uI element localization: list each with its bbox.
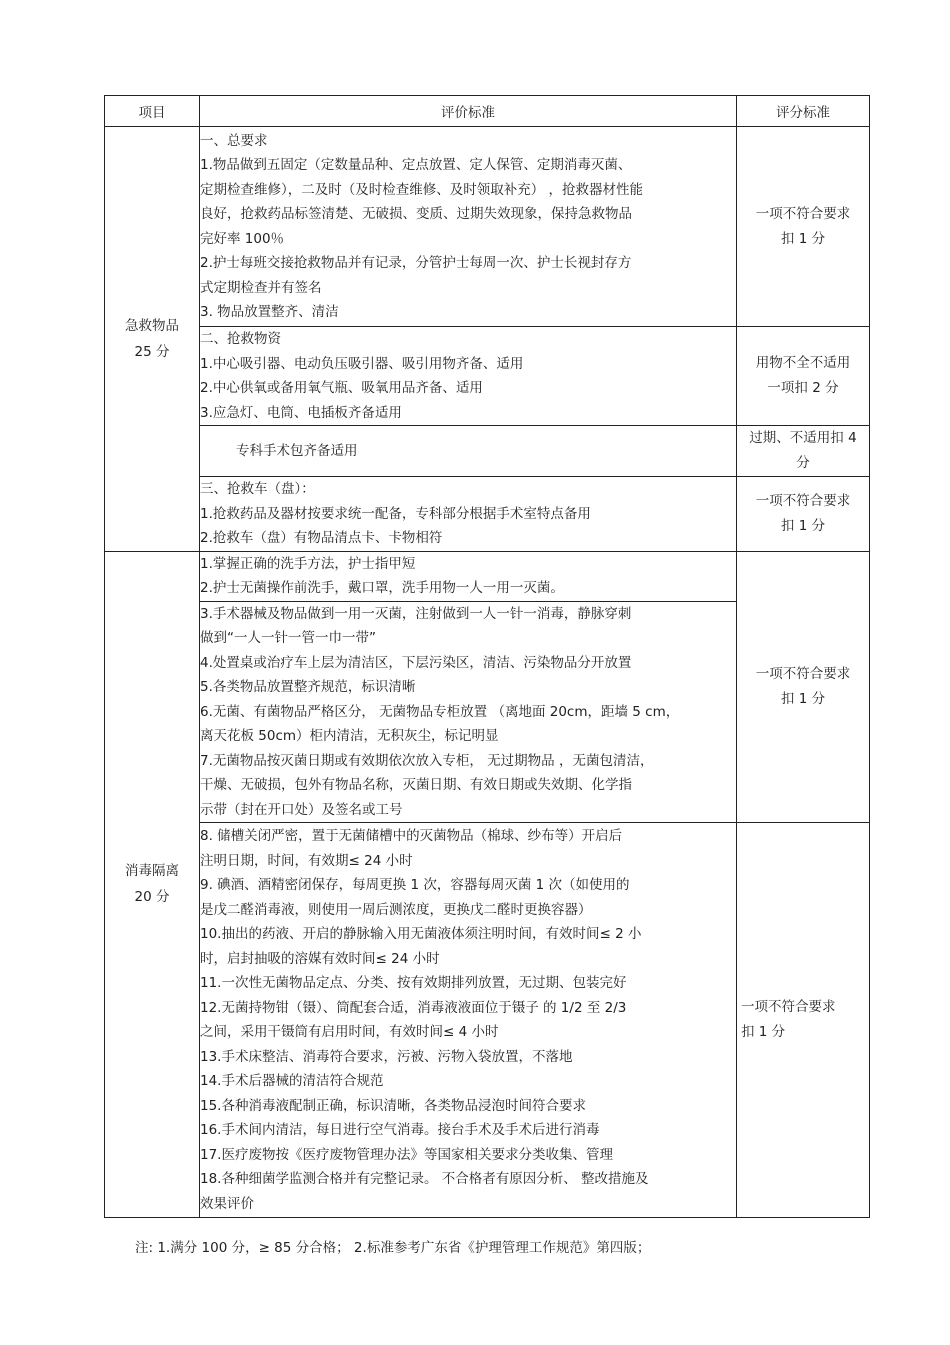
criteria-line: 干燥、无破损，包外有物品名称，灭菌日期、有效日期或失效期、化学指 <box>200 777 632 793</box>
score-line: 扣 1 分 <box>780 230 826 247</box>
criteria-line: 二、抢救物资 <box>200 331 281 347</box>
disinfection-part-a1-row <box>105 551 870 601</box>
criteria-line: 4.处置桌或治疗车上层为清洁区，下层污染区，清洁、污染物品分开放置 <box>200 654 632 671</box>
score-line: 扣 1 分 <box>780 517 826 534</box>
criteria-line: 2.中心供氧或备用氧气瓶、吸氧用品齐备、适用 <box>200 380 483 396</box>
criteria-line: 效果评价 <box>200 1195 254 1212</box>
header-project: 项目 <box>105 96 200 127</box>
criteria-line: 之间，采用干镊筒有启用时间，有效时间≤ 4 小时 <box>200 1024 499 1040</box>
score-line: 用物不全不适用 <box>755 355 851 371</box>
criteria-line: 注明日期，时间，有效期≤ 24 小时 <box>200 852 413 869</box>
criteria-line: 15.各种消毒液配制正确，标识清晰，各类物品浸泡时间符合要求 <box>200 1097 586 1114</box>
first-aid-section1-row <box>105 127 870 327</box>
criteria-line: 时，启封抽吸的溶媒有效时间≤ 24 小时 <box>200 950 440 967</box>
criteria-line: 2.护士无菌操作前洗手，戴口罩，洗手用物一人一用一灭菌。 <box>200 580 564 596</box>
criteria-cell <box>200 327 737 426</box>
score-line: 分 <box>796 455 810 471</box>
project-score: 20 分 <box>134 889 170 906</box>
criteria-line: 1.物品做到五固定（定数量品种、定点放置、定人保管、定期消毒灭菌、 <box>200 157 632 173</box>
criteria-line: 17.医疗废物按《医疗废物管理办法》等国家相关要求分类收集、管理 <box>200 1146 613 1163</box>
criteria-line: 示带（封在开口处）及签名或工号 <box>200 801 403 818</box>
criteria-cell <box>200 127 737 327</box>
criteria-line: 16.手术间内清洁，每日进行空气消毒。接台手术及手术后进行消毒 <box>200 1122 600 1138</box>
evaluation-table <box>104 95 870 1218</box>
criteria-line: 3.手术器械及物品做到一用一灭菌，注射做到一人一针一消毒，静脉穿刺 <box>200 605 632 622</box>
header-criteria: 评价标准 <box>200 96 737 127</box>
first-aid-section2-row <box>105 327 870 426</box>
criteria-line: 18.各种细菌学监测合格并有完整记录。 不合格者有原因分析、 整改措施及 <box>200 1171 649 1187</box>
first-aid-section3-row <box>105 477 870 552</box>
criteria-line: 10.抽出的药液、开启的静脉输入用无菌液体须注明时间，有效时间≤ 2 小 <box>200 926 642 942</box>
score-cell <box>737 127 870 327</box>
score-line: 扣 1 分 <box>780 690 826 707</box>
footnote: 注: 1.满分 100 分，≥ 85 分合格； 2.标准参考广东省《护理管理工作规范》第四版； <box>135 1240 651 1256</box>
score-cell <box>737 426 870 477</box>
criteria-line: 2.护士每班交接抢救物品并有记录，分管护士每周一次、护士长视封存方 <box>200 255 632 271</box>
criteria-line: 一、总要求 <box>200 132 268 149</box>
criteria-line: 做到“一人一针一管一巾一带” <box>200 630 376 646</box>
criteria-line: 1.掌握正确的洗手方法，护士指甲短 <box>200 555 416 572</box>
criteria-cell <box>200 823 737 1218</box>
criteria-cell <box>200 551 737 601</box>
criteria-line: 完好率 100％ <box>200 230 285 247</box>
score-line: 扣 1 分 <box>741 1024 786 1040</box>
criteria-line: 14.手术后器械的清洁符合规范 <box>200 1073 384 1089</box>
score-line: 一项不符合要求 <box>741 999 836 1015</box>
project-name: 消毒隔离 <box>125 863 179 880</box>
score-line: 一项不符合要求 <box>755 492 851 509</box>
score-line: 一项不符合要求 <box>755 205 851 222</box>
project-score: 25 分 <box>134 343 170 360</box>
criteria-line: 2.抢救车（盘）有物品清点卡、卡物相符 <box>200 530 443 546</box>
criteria-line: 专科手术包齐备适用 <box>236 442 358 459</box>
criteria-line: 12.无菌持物钳（镊）、筒配套合适，消毒液液面位于镊子 的 1/2 至 2/3 <box>200 999 627 1016</box>
score-line: 过期、不适用扣 4 <box>749 430 857 446</box>
score-cell <box>737 477 870 552</box>
criteria-line: 三、抢救车（盘）： <box>200 481 315 497</box>
score-line: 一项扣 2 分 <box>767 380 839 396</box>
criteria-line: 5.各类物品放置整齐规范，标识清晰 <box>200 679 416 695</box>
criteria-line: 8. 储槽关闭严密，置于无菌储槽中的灭菌物品（棉球、纱布等）开启后 <box>200 828 623 844</box>
criteria-cell <box>200 601 737 823</box>
header-scoring: 评分标准 <box>737 96 870 127</box>
criteria-cell <box>200 477 737 552</box>
header-row <box>105 96 870 127</box>
criteria-line: 7.无菌物品按灭菌日期或有效期依次放入专柜， 无过期物品 ，无菌包清洁， <box>200 752 654 769</box>
criteria-line: 1.抢救药品及器材按要求统一配备，专科部分根据手术室特点备用 <box>200 505 591 522</box>
project-disinfection <box>105 551 200 1218</box>
score-line: 一项不符合要求 <box>755 665 851 682</box>
criteria-line: 11.一次性无菌物品定点、分类、按有效期排列放置，无过期、包装完好 <box>200 975 627 991</box>
criteria-line: 13.手术床整洁、消毒符合要求，污被、污物入袋放置，不落地 <box>200 1048 573 1065</box>
score-cell <box>737 327 870 426</box>
project-name: 急救物品 <box>125 317 179 334</box>
disinfection-part-b-row <box>105 823 870 1218</box>
project-first-aid <box>105 127 200 552</box>
score-cell <box>737 823 870 1218</box>
criteria-line: 式定期检查并有签名 <box>200 279 322 296</box>
criteria-line: 是戊二醛消毒液，则使用一周后测浓度，更换戊二醛时更换容器） <box>200 901 592 918</box>
criteria-line: 定期检查维修），二及时（及时检查维修、及时领取补充） ，抢救器材性能 <box>200 181 644 198</box>
criteria-cell <box>200 426 737 477</box>
criteria-line: 1.中心吸引器、电动负压吸引器、吸引用物齐备、适用 <box>200 355 524 372</box>
criteria-line: 离天花板 50cm）柜内清洁，无积灰尘，标记明显 <box>200 728 499 744</box>
score-cell <box>737 551 870 823</box>
criteria-line: 6.无菌、有菌物品严格区分， 无菌物品专柜放置 （离地面 20cm，距墙 5 cm， <box>200 703 680 720</box>
criteria-line: 良好，抢救药品标签清楚、无破损、变质、过期失效现象，保持急救物品 <box>200 206 632 222</box>
criteria-line: 9. 碘酒、酒精密闭保存，每周更换 1 次，容器每周灭菌 1 次（如使用的 <box>200 877 630 893</box>
criteria-line: 3.应急灯、电筒、电插板齐备适用 <box>200 404 402 421</box>
criteria-line: 3. 物品放置整齐、清洁 <box>200 304 339 320</box>
first-aid-section2b-row <box>105 426 870 477</box>
